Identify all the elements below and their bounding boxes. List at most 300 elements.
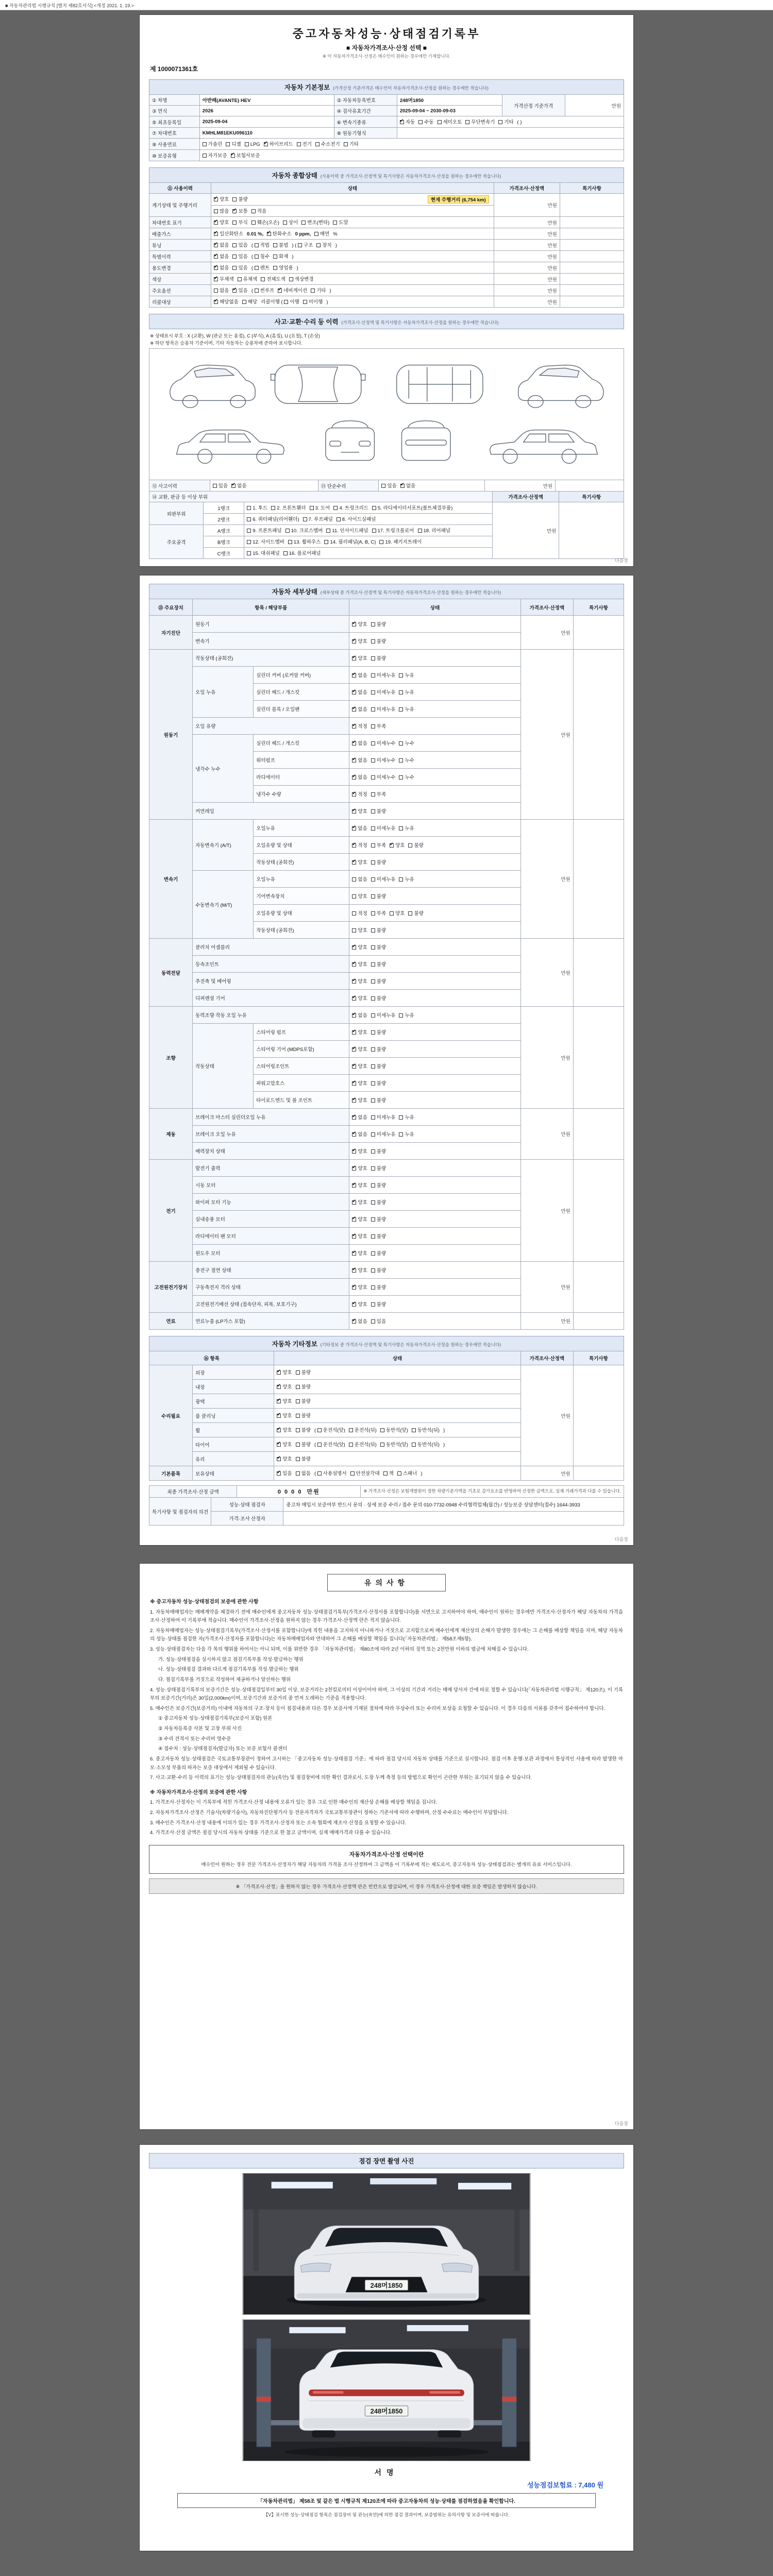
checkbox-양호[interactable]: 양호 bbox=[352, 926, 367, 934]
checkbox-부족[interactable]: 부족 bbox=[371, 722, 386, 730]
checkbox-없음[interactable]: 없음 bbox=[296, 1469, 311, 1477]
checkbox-box[interactable] bbox=[418, 120, 423, 124]
checkbox-box[interactable] bbox=[337, 517, 341, 521]
checkbox-해당없음[interactable]: ✔ 해당없음 bbox=[214, 298, 239, 305]
checkbox-box[interactable] bbox=[352, 707, 356, 711]
checkbox-누유[interactable]: 누유 bbox=[399, 688, 414, 696]
checkbox-box[interactable] bbox=[352, 792, 356, 796]
checkbox-가솔린[interactable]: 가솔린 bbox=[203, 140, 223, 147]
checkbox-없음[interactable]: ✔ 없음 bbox=[214, 241, 229, 248]
checkbox-있음[interactable]: 있음 bbox=[213, 482, 228, 489]
checkbox-없음[interactable]: 없음 bbox=[214, 286, 229, 294]
checkbox-box[interactable] bbox=[400, 120, 404, 124]
checkbox-17. 트렁크플로어[interactable]: 17. 트렁크플로어 bbox=[372, 527, 414, 534]
checkbox-양호[interactable]: ✔ 양호 bbox=[277, 1440, 292, 1448]
checkbox-box[interactable] bbox=[352, 639, 356, 643]
checkbox-box[interactable] bbox=[247, 517, 251, 521]
checkbox-해당[interactable]: 해당 bbox=[242, 298, 257, 305]
checkbox-box[interactable] bbox=[296, 1443, 300, 1447]
checkbox-box[interactable] bbox=[399, 673, 403, 677]
checkbox-영업용[interactable]: 영업용 bbox=[273, 264, 293, 271]
checkbox-불량[interactable]: 불량 bbox=[371, 994, 386, 1002]
checkbox-불량[interactable]: 불량 bbox=[296, 1383, 311, 1390]
checkbox-box[interactable] bbox=[284, 300, 288, 304]
checkbox-상이[interactable]: 상이 bbox=[283, 218, 298, 226]
checkbox-box[interactable] bbox=[349, 1428, 353, 1432]
checkbox-있음[interactable]: 있음 bbox=[371, 1317, 386, 1325]
checkbox-box[interactable] bbox=[399, 826, 403, 831]
checkbox-box[interactable] bbox=[371, 1098, 375, 1103]
checkbox-box[interactable] bbox=[352, 928, 356, 933]
checkbox-동반석(앞)[interactable]: 동반석(앞) bbox=[380, 1426, 408, 1433]
checkbox-잭[interactable]: 잭 bbox=[383, 1469, 394, 1477]
checkbox-불량[interactable]: 불량 bbox=[371, 1215, 386, 1223]
checkbox-box[interactable] bbox=[317, 1471, 322, 1476]
checkbox-box[interactable] bbox=[352, 1115, 356, 1120]
checkbox-불량[interactable]: 불량 bbox=[371, 1232, 386, 1240]
checkbox-기타[interactable]: 기타 bbox=[344, 140, 359, 147]
checkbox-box[interactable] bbox=[303, 517, 307, 521]
checkbox-box[interactable] bbox=[371, 928, 375, 933]
checkbox-불량[interactable]: 불량 bbox=[371, 960, 386, 968]
checkbox-미세누수[interactable]: 미세누수 bbox=[371, 756, 396, 764]
checkbox-box[interactable] bbox=[289, 277, 293, 281]
checkbox-19. 패키지트레이[interactable]: 19. 패키지트레이 bbox=[379, 538, 422, 545]
checkbox-양호[interactable]: ✔ 양호 bbox=[352, 1079, 367, 1087]
checkbox-box[interactable] bbox=[214, 266, 218, 270]
checkbox-변조(변타)[interactable]: 변조(변타) bbox=[301, 218, 329, 226]
checkbox-9. 프론트패널[interactable]: 9. 프론트패널 bbox=[247, 527, 281, 534]
checkbox-box[interactable] bbox=[226, 142, 230, 146]
checkbox-자동[interactable]: ✔ 자동 bbox=[400, 118, 415, 125]
checkbox-box[interactable] bbox=[408, 911, 412, 916]
checkbox-16. 플로어패널[interactable]: 16. 플로어패널 bbox=[283, 549, 321, 556]
checkbox-box[interactable] bbox=[372, 506, 376, 510]
checkbox-일산화탄소[interactable]: ✔ 일산화탄소 bbox=[214, 230, 243, 237]
checkbox-box[interactable] bbox=[371, 945, 375, 950]
checkbox-양호[interactable]: ✔ 양호 bbox=[352, 1164, 367, 1172]
checkbox-box[interactable] bbox=[371, 1166, 375, 1171]
checkbox-box[interactable] bbox=[352, 741, 356, 745]
checkbox-box[interactable] bbox=[371, 775, 375, 779]
checkbox-불량[interactable]: 불량 bbox=[371, 892, 386, 900]
checkbox-누유[interactable]: 누유 bbox=[399, 671, 414, 679]
checkbox-box[interactable] bbox=[277, 1443, 281, 1447]
checkbox-box[interactable] bbox=[371, 1030, 375, 1035]
checkbox-썬루프[interactable]: 썬루프 bbox=[255, 286, 275, 294]
checkbox-미세누유[interactable]: 미세누유 bbox=[371, 705, 396, 713]
checkbox-LPG[interactable]: LPG bbox=[245, 142, 260, 147]
checkbox-box[interactable] bbox=[296, 1457, 300, 1461]
checkbox-불량[interactable]: 불량 bbox=[371, 807, 386, 815]
checkbox-부식[interactable]: 부식 bbox=[232, 218, 247, 226]
checkbox-미세누유[interactable]: 미세누유 bbox=[371, 688, 396, 696]
checkbox-box[interactable] bbox=[245, 142, 249, 146]
checkbox-box[interactable] bbox=[296, 1428, 300, 1432]
checkbox-불량[interactable]: 불량 bbox=[371, 1266, 386, 1274]
checkbox-box[interactable] bbox=[283, 221, 287, 225]
checkbox-렌트[interactable]: 렌트 bbox=[255, 264, 270, 271]
checkbox-없음[interactable]: ✔ 없음 bbox=[352, 1011, 367, 1019]
checkbox-box[interactable] bbox=[213, 484, 217, 488]
checkbox-box[interactable] bbox=[232, 289, 237, 293]
checkbox-box[interactable] bbox=[277, 1385, 281, 1389]
checkbox-적정[interactable]: 적정 bbox=[352, 909, 367, 917]
checkbox-화재[interactable]: 화재 bbox=[273, 252, 288, 260]
checkbox-7. 루프패널[interactable]: 7. 루프패널 bbox=[303, 515, 333, 522]
checkbox-양호[interactable]: ✔ 양호 bbox=[352, 858, 367, 866]
checkbox-box[interactable] bbox=[352, 809, 356, 814]
checkbox-box[interactable] bbox=[271, 506, 275, 510]
checkbox-box[interactable] bbox=[247, 551, 251, 555]
checkbox-box[interactable] bbox=[352, 1251, 356, 1256]
checkbox-양호[interactable]: ✔ 양호 bbox=[214, 218, 229, 226]
checkbox-box[interactable] bbox=[285, 529, 290, 533]
checkbox-누수[interactable]: 누수 bbox=[399, 756, 414, 764]
checkbox-box[interactable] bbox=[277, 1457, 281, 1461]
checkbox-이행[interactable]: 이행 bbox=[284, 298, 299, 305]
checkbox-box[interactable] bbox=[296, 1414, 300, 1418]
checkbox-box[interactable] bbox=[399, 758, 403, 762]
checkbox-box[interactable] bbox=[371, 1302, 375, 1307]
checkbox-13. 휠하우스[interactable]: 13. 휠하우스 bbox=[288, 538, 321, 545]
checkbox-box[interactable] bbox=[371, 622, 375, 626]
checkbox-box[interactable] bbox=[408, 843, 412, 848]
checkbox-box[interactable] bbox=[324, 540, 328, 544]
checkbox-box[interactable] bbox=[371, 1285, 375, 1290]
checkbox-양호[interactable]: ✔ 양호 bbox=[352, 1147, 367, 1155]
checkbox-8. 사이드실패널[interactable]: 8. 사이드실패널 bbox=[337, 515, 376, 522]
checkbox-box[interactable] bbox=[232, 209, 237, 213]
checkbox-전기[interactable]: 전기 bbox=[297, 140, 312, 147]
checkbox-box[interactable] bbox=[352, 724, 356, 728]
checkbox-보험사보증[interactable]: ✔ 보험사보증 bbox=[231, 151, 260, 159]
checkbox-box[interactable] bbox=[399, 1132, 403, 1137]
checkbox-box[interactable] bbox=[371, 673, 375, 677]
checkbox-양호[interactable]: ✔ 양호 bbox=[352, 1215, 367, 1223]
checkbox-운전석(앞)[interactable]: 운전석(앞) bbox=[317, 1440, 345, 1448]
checkbox-box[interactable] bbox=[371, 1115, 375, 1120]
checkbox-미세누유[interactable]: 미세누유 bbox=[371, 875, 396, 883]
checkbox-불량[interactable]: 불량 bbox=[371, 620, 386, 628]
checkbox-자가보증[interactable]: 자가보증 bbox=[203, 151, 227, 159]
checkbox-box[interactable] bbox=[352, 1200, 356, 1205]
checkbox-box[interactable] bbox=[277, 1370, 281, 1375]
checkbox-양호[interactable]: ✔ 양호 bbox=[352, 807, 367, 815]
checkbox-많음[interactable]: 많음 bbox=[214, 207, 229, 214]
checkbox-box[interactable] bbox=[371, 690, 375, 694]
checkbox-box[interactable] bbox=[350, 1471, 355, 1476]
checkbox-기타[interactable]: 기타 bbox=[498, 118, 513, 125]
checkbox-box[interactable] bbox=[399, 690, 403, 694]
checkbox-없음[interactable]: ✔ 없음 bbox=[352, 705, 367, 713]
checkbox-box[interactable] bbox=[399, 1115, 403, 1120]
checkbox-없음[interactable]: ✔ 없음 bbox=[352, 1113, 367, 1121]
checkbox-box[interactable] bbox=[371, 826, 375, 831]
checkbox-구조[interactable]: 구조 bbox=[298, 241, 313, 248]
checkbox-box[interactable] bbox=[399, 707, 403, 711]
checkbox-양호[interactable]: ✔ 양호 bbox=[352, 1198, 367, 1206]
checkbox-box[interactable] bbox=[390, 843, 394, 848]
checkbox-양호[interactable]: ✔ 양호 bbox=[352, 1232, 367, 1240]
checkbox-box[interactable] bbox=[399, 741, 403, 745]
checkbox-box[interactable] bbox=[412, 1443, 416, 1447]
checkbox-box[interactable] bbox=[352, 1132, 356, 1137]
checkbox-양호[interactable]: ✔ 양호 bbox=[352, 1283, 367, 1291]
checkbox-box[interactable] bbox=[412, 1428, 416, 1432]
checkbox-box[interactable] bbox=[232, 221, 237, 225]
checkbox-탄화수소[interactable]: ✔ 탄화수소 bbox=[267, 230, 292, 237]
checkbox-box[interactable] bbox=[352, 1268, 356, 1273]
checkbox-4. 트렁크리드[interactable]: 4. 트렁크리드 bbox=[333, 504, 368, 511]
checkbox-불량[interactable]: 불량 bbox=[371, 1079, 386, 1087]
checkbox-없음[interactable]: 없음 bbox=[352, 875, 367, 883]
checkbox-box[interactable] bbox=[326, 529, 330, 533]
checkbox-box[interactable] bbox=[352, 945, 356, 950]
checkbox-box[interactable] bbox=[352, 1234, 356, 1239]
checkbox-box[interactable] bbox=[352, 690, 356, 694]
checkbox-box[interactable] bbox=[352, 1013, 356, 1018]
checkbox-18. 리어패널[interactable]: 18. 리어패널 bbox=[418, 527, 451, 534]
checkbox-없음[interactable]: ✔ 없음 bbox=[352, 739, 367, 747]
checkbox-box[interactable] bbox=[232, 197, 237, 201]
checkbox-누유[interactable]: 누유 bbox=[399, 824, 414, 832]
checkbox-box[interactable] bbox=[264, 142, 268, 146]
checkbox-미세누유[interactable]: 미세누유 bbox=[371, 671, 396, 679]
checkbox-양호[interactable]: ✔ 양호 bbox=[277, 1397, 292, 1404]
checkbox-침수[interactable]: 침수 bbox=[255, 252, 270, 260]
checkbox-불량[interactable]: 불량 bbox=[371, 637, 386, 645]
checkbox-box[interactable] bbox=[232, 243, 237, 247]
checkbox-수소전기[interactable]: 수소전기 bbox=[315, 140, 340, 147]
checkbox-box[interactable] bbox=[371, 724, 375, 728]
checkbox-box[interactable] bbox=[214, 277, 218, 281]
checkbox-box[interactable] bbox=[352, 1047, 356, 1052]
checkbox-box[interactable] bbox=[316, 243, 321, 247]
checkbox-box[interactable] bbox=[297, 142, 301, 146]
checkbox-적음[interactable]: 적음 bbox=[251, 207, 266, 214]
checkbox-box[interactable] bbox=[296, 1385, 300, 1389]
checkbox-box[interactable] bbox=[379, 540, 383, 544]
checkbox-box[interactable] bbox=[238, 277, 242, 281]
checkbox-무채색[interactable]: ✔ 무채색 bbox=[214, 275, 234, 282]
checkbox-운전석(뒤)[interactable]: 운전석(뒤) bbox=[349, 1440, 377, 1448]
checkbox-미이행[interactable]: 미이행 bbox=[303, 298, 323, 305]
checkbox-box[interactable] bbox=[352, 1183, 356, 1188]
checkbox-부족[interactable]: 부족 bbox=[371, 909, 386, 917]
checkbox-box[interactable] bbox=[380, 1428, 384, 1432]
checkbox-2. 프론트휀더[interactable]: 2. 프론트휀더 bbox=[271, 504, 306, 511]
checkbox-미세누수[interactable]: 미세누수 bbox=[371, 739, 396, 747]
checkbox-세미오토[interactable]: 세미오토 bbox=[438, 118, 462, 125]
checkbox-box[interactable] bbox=[371, 758, 375, 762]
checkbox-box[interactable] bbox=[214, 209, 218, 213]
checkbox-box[interactable] bbox=[349, 1443, 353, 1447]
checkbox-하이브리드[interactable]: ✔ 하이브리드 bbox=[264, 140, 293, 147]
checkbox-색상변경[interactable]: 색상변경 bbox=[289, 275, 314, 282]
checkbox-5. 라디에이터서포트(볼트체결부품)[interactable]: 5. 라디에이터서포트(볼트체결부품) bbox=[372, 504, 452, 511]
checkbox-box[interactable] bbox=[371, 1217, 375, 1222]
checkbox-매연[interactable]: 매연 bbox=[314, 230, 329, 237]
checkbox-box[interactable] bbox=[232, 266, 237, 270]
checkbox-불량[interactable]: 불량 bbox=[296, 1368, 311, 1376]
checkbox-있음[interactable]: 있음 bbox=[232, 252, 247, 260]
checkbox-box[interactable] bbox=[352, 1319, 356, 1324]
checkbox-box[interactable] bbox=[397, 1471, 401, 1476]
checkbox-box[interactable] bbox=[371, 1081, 375, 1086]
checkbox-양호[interactable]: ✔ 양호 bbox=[277, 1455, 292, 1462]
checkbox-box[interactable] bbox=[371, 741, 375, 745]
checkbox-box[interactable] bbox=[333, 221, 337, 225]
checkbox-불법[interactable]: 불법 bbox=[273, 241, 288, 248]
checkbox-불량[interactable]: 불량 bbox=[408, 909, 423, 917]
checkbox-없음[interactable]: ✔ 없음 bbox=[231, 482, 246, 489]
checkbox-불량[interactable]: 불량 bbox=[371, 1181, 386, 1189]
checkbox-양호[interactable]: ✔ 양호 bbox=[352, 1249, 367, 1257]
checkbox-양호[interactable]: ✔ 양호 bbox=[277, 1383, 292, 1390]
checkbox-box[interactable] bbox=[214, 221, 218, 225]
checkbox-양호[interactable]: ✔ 양호 bbox=[352, 960, 367, 968]
checkbox-양호[interactable]: ✔ 양호 bbox=[352, 620, 367, 628]
checkbox-box[interactable] bbox=[352, 877, 356, 882]
checkbox-불량[interactable]: 불량 bbox=[296, 1412, 311, 1419]
checkbox-없음[interactable]: ✔ 없음 bbox=[352, 671, 367, 679]
checkbox-양호[interactable]: ✔ 양호 bbox=[390, 841, 405, 849]
checkbox-box[interactable] bbox=[371, 639, 375, 643]
checkbox-누수[interactable]: 누수 bbox=[399, 773, 414, 781]
checkbox-box[interactable] bbox=[399, 775, 403, 779]
checkbox-box[interactable] bbox=[371, 1183, 375, 1188]
checkbox-box[interactable] bbox=[352, 622, 356, 626]
checkbox-양호[interactable]: ✔양호 bbox=[214, 195, 229, 202]
checkbox-box[interactable] bbox=[273, 255, 277, 259]
checkbox-box[interactable] bbox=[371, 894, 375, 899]
checkbox-불량[interactable]: 불량 bbox=[371, 943, 386, 951]
checkbox-box[interactable] bbox=[371, 1234, 375, 1239]
checkbox-box[interactable] bbox=[251, 209, 256, 213]
checkbox-적정[interactable]: ✔ 적정 bbox=[352, 722, 367, 730]
checkbox-양호[interactable]: ✔ 양호 bbox=[352, 1181, 367, 1189]
checkbox-box[interactable] bbox=[381, 484, 385, 488]
checkbox-box[interactable] bbox=[255, 266, 259, 270]
checkbox-box[interactable] bbox=[371, 911, 375, 916]
checkbox-box[interactable] bbox=[352, 843, 356, 848]
checkbox-box[interactable] bbox=[371, 996, 375, 1001]
checkbox-box[interactable] bbox=[371, 1268, 375, 1273]
checkbox-양호[interactable]: ✔ 양호 bbox=[352, 943, 367, 951]
checkbox-box[interactable] bbox=[231, 484, 236, 488]
checkbox-불량[interactable]: 불량 bbox=[296, 1440, 311, 1448]
checkbox-부족[interactable]: 부족 bbox=[371, 841, 386, 849]
checkbox-유채색[interactable]: 유채색 bbox=[238, 275, 258, 282]
checkbox-불량[interactable]: 불량 bbox=[371, 926, 386, 934]
checkbox-불량[interactable]: 불량 bbox=[371, 1249, 386, 1257]
checkbox-box[interactable] bbox=[352, 860, 356, 865]
checkbox-box[interactable] bbox=[251, 221, 256, 225]
checkbox-box[interactable] bbox=[371, 1047, 375, 1052]
checkbox-box[interactable] bbox=[372, 529, 376, 533]
checkbox-미세누수[interactable]: 미세누수 bbox=[371, 773, 396, 781]
checkbox-무단변속기[interactable]: 무단변속기 bbox=[465, 118, 495, 125]
checkbox-box[interactable] bbox=[371, 1251, 375, 1256]
checkbox-box[interactable] bbox=[371, 843, 375, 848]
checkbox-box[interactable] bbox=[298, 243, 302, 247]
checkbox-box[interactable] bbox=[352, 1166, 356, 1171]
checkbox-불량[interactable]: 불량 bbox=[408, 841, 423, 849]
checkbox-box[interactable] bbox=[465, 120, 469, 124]
checkbox-box[interactable] bbox=[203, 154, 207, 158]
checkbox-box[interactable] bbox=[273, 243, 277, 247]
checkbox-box[interactable] bbox=[315, 142, 320, 146]
checkbox-누유[interactable]: 누유 bbox=[399, 1113, 414, 1121]
checkbox-미세누유[interactable]: 미세누유 bbox=[371, 1011, 396, 1019]
checkbox-없음[interactable]: ✔ 없음 bbox=[214, 264, 229, 271]
checkbox-box[interactable] bbox=[352, 996, 356, 1001]
checkbox-안전삼각대[interactable]: 안전삼각대 bbox=[350, 1469, 380, 1477]
checkbox-box[interactable] bbox=[296, 1370, 300, 1375]
checkbox-box[interactable] bbox=[371, 656, 375, 660]
checkbox-없음[interactable]: ✔ 없음 bbox=[352, 756, 367, 764]
checkbox-있음[interactable]: ✔ 있음 bbox=[277, 1469, 292, 1477]
checkbox-box[interactable] bbox=[288, 540, 292, 544]
checkbox-box[interactable] bbox=[277, 1414, 281, 1418]
checkbox-적법[interactable]: 적법 bbox=[255, 241, 270, 248]
checkbox-box[interactable] bbox=[214, 255, 218, 259]
checkbox-기타[interactable]: 기타 bbox=[311, 286, 326, 294]
checkbox-양호[interactable]: ✔ 양호 bbox=[352, 1300, 367, 1308]
checkbox-양호[interactable]: ✔ 양호 bbox=[352, 1028, 367, 1036]
checkbox-box[interactable] bbox=[352, 1149, 356, 1154]
checkbox-양호[interactable]: ✔ 양호 bbox=[352, 654, 367, 662]
checkbox-box[interactable] bbox=[310, 506, 314, 510]
checkbox-box[interactable] bbox=[399, 877, 403, 882]
checkbox-box[interactable] bbox=[352, 894, 356, 899]
checkbox-box[interactable] bbox=[296, 1471, 300, 1476]
checkbox-box[interactable] bbox=[371, 707, 375, 711]
checkbox-box[interactable] bbox=[383, 1471, 388, 1476]
checkbox-미세누유[interactable]: 미세누유 bbox=[371, 824, 396, 832]
checkbox-box[interactable] bbox=[247, 540, 251, 544]
checkbox-box[interactable] bbox=[317, 1443, 322, 1447]
checkbox-양호[interactable]: ✔ 양호 bbox=[277, 1412, 292, 1419]
checkbox-box[interactable] bbox=[247, 506, 251, 510]
checkbox-불량[interactable]: 불량 bbox=[371, 1096, 386, 1104]
checkbox-box[interactable] bbox=[352, 673, 356, 677]
checkbox-수동[interactable]: 수동 bbox=[418, 118, 433, 125]
checkbox-미세누유[interactable]: 미세누유 bbox=[371, 1113, 396, 1121]
checkbox-누유[interactable]: 누유 bbox=[399, 705, 414, 713]
checkbox-box[interactable] bbox=[333, 506, 338, 510]
checkbox-운전석(뒤)[interactable]: 운전석(뒤) bbox=[349, 1426, 377, 1433]
checkbox-box[interactable] bbox=[283, 551, 288, 555]
checkbox-box[interactable] bbox=[380, 1443, 384, 1447]
checkbox-box[interactable] bbox=[371, 1013, 375, 1018]
checkbox-미세누유[interactable]: 미세누유 bbox=[371, 1130, 396, 1138]
checkbox-누유[interactable]: 누유 bbox=[399, 875, 414, 883]
checkbox-동반석(뒤)[interactable]: 동반석(뒤) bbox=[412, 1440, 440, 1448]
checkbox-누수[interactable]: 누수 bbox=[399, 739, 414, 747]
checkbox-불량[interactable]: 불량 bbox=[371, 1028, 386, 1036]
checkbox-6. 쿼터패널(리어휀더)[interactable]: 6. 쿼터패널(리어휀더) bbox=[247, 515, 299, 522]
checkbox-사용설명서[interactable]: 사용설명서 bbox=[317, 1469, 347, 1477]
checkbox-box[interactable] bbox=[344, 142, 348, 146]
checkbox-box[interactable] bbox=[371, 1064, 375, 1069]
checkbox-box[interactable] bbox=[352, 758, 356, 762]
checkbox-box[interactable] bbox=[399, 1013, 403, 1018]
checkbox-양호[interactable]: ✔ 양호 bbox=[352, 977, 367, 985]
checkbox-box[interactable] bbox=[352, 1302, 356, 1307]
checkbox-box[interactable] bbox=[277, 1428, 281, 1432]
